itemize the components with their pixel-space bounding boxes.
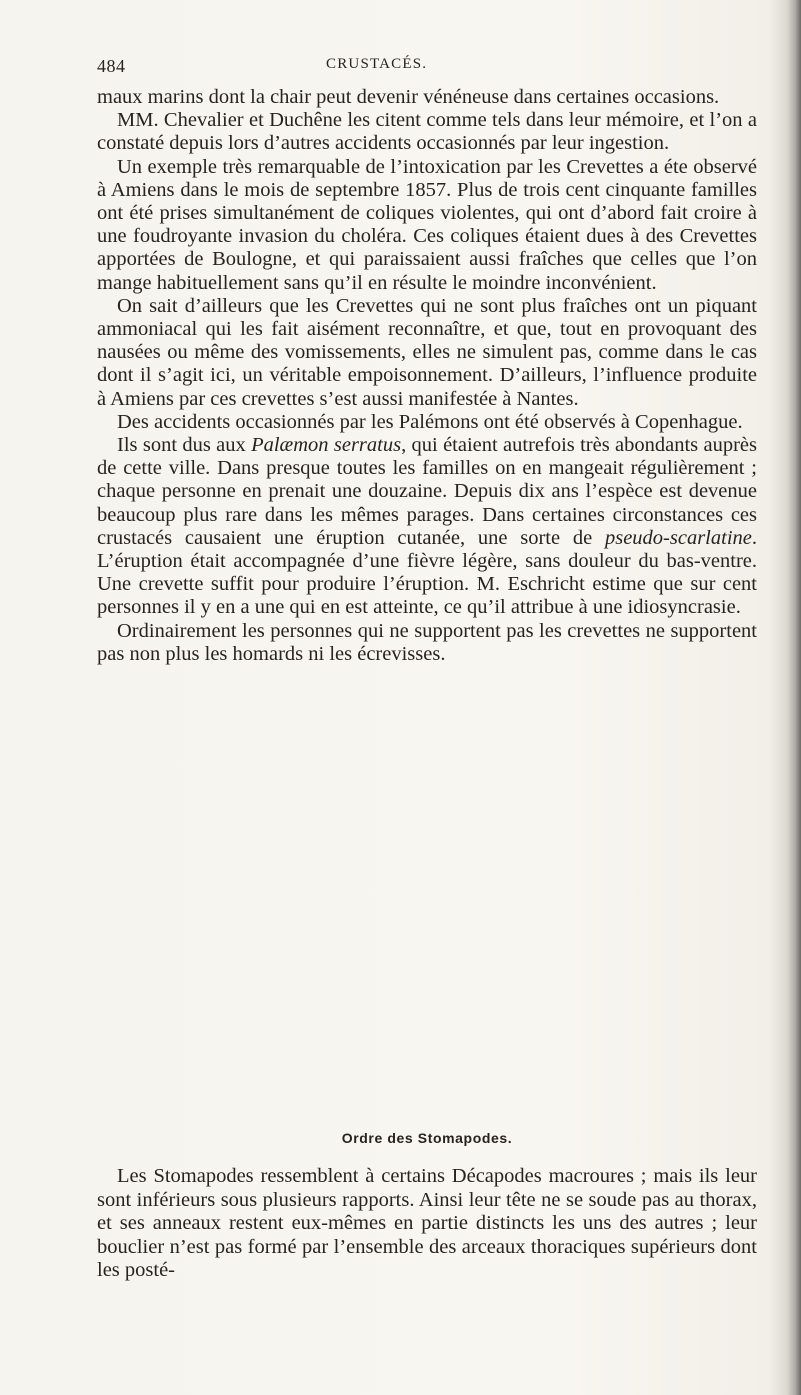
paragraph-ammoniacal: On sait d’ailleurs que les Crevettes qui ne sont plus fraîches ont un piquant ammoniacal qui les fait aisément reconnaître, et que, tout en provoquant des nausées ou même des vomissements, elles ne simulent pas, comme dans le cas dont il s’agit ici, un véritable empoisonnement. D’ailleurs, l’influence produite à Amiens par ces crevettes s’est aussi manifestée à Nantes. bbox=[97, 294, 757, 410]
paragraph-homards: Ordinairement les personnes qui ne supportent pas les crevettes ne supportent pas non plus les homards ni les écrevisses. bbox=[97, 619, 757, 665]
palaemon-text-after: . L’éruption était accompagnée d’une fièvre légère, sans douleur du bas-ventre. Une crevette suffit pour produire l’éruption. M. Eschricht estime que sur cent personnes il y en a une qui en est atteinte, ce qu’il attribue à une idiosyncrasie. bbox=[97, 526, 757, 619]
paragraph-palaemon bbox=[97, 434, 757, 620]
running-head: CRUSTACÉS. bbox=[326, 56, 428, 72]
palaemon-text-middle: , qui étaient autrefois très abondants auprès de cette ville. Dans presque toutes les familles on en mangeait régulièrement ; chaque personne en prenait une douzaine. Depuis dix ans l’espèce est devenue beaucoup plus rare dans les mêmes parages. Dans certaines circonstances ces crustacés causaient une éruption cutanée, une sorte de bbox=[97, 434, 758, 549]
page-number: 484 bbox=[97, 56, 126, 76]
paragraph-amiens: Un exemple très remarquable de l’intoxication par les Crevettes a éte observé à Amiens dans le mois de septembre 1857. Plus de trois cent cinquante familles ont été prises simultanément de coliques violentes, qui ont d’abord fait croire à une foudroyante invasion du choléra. Ces coliques étaient dues à des Crevettes apportées de Boulogne, et qui paraissaient aussi fraîches que celles que l’on mange habituellement sans qu’il en résulte le moindre inconvénient. bbox=[97, 155, 757, 294]
paragraph-stomapodes: Les Stomapodes ressemblent à certains Décapodes macroures ; mais ils leur sont inférieurs sous plusieurs rapports. Ainsi leur tête ne se soude pas au thorax, et ses anneaux restent eux-mêmes en partie distincts les uns des autres ; leur bouclier n’est pas formé par l’ensemble des arceaux thoraciques supérieurs dont les posté- bbox=[97, 1165, 757, 1282]
pseudo-scarlatine-term: pseudo-scarlatine bbox=[604, 526, 752, 549]
section-text bbox=[97, 1165, 757, 1283]
paragraph-chevalier: MM. Chevalier et Duchêne les citent comme tels dans leur mémoire, et l’on a constaté depuis lors d’autres accidents occasionnés par leur ingestion. bbox=[97, 109, 757, 155]
paragraph-copenhague: Des accidents occasionnés par les Palémons ont été observés à Copenhague. bbox=[117, 410, 743, 433]
body-text bbox=[97, 86, 757, 666]
species-name: Palæmon serratus bbox=[251, 434, 402, 457]
section-heading: Ordre des Stomapodes. bbox=[341, 1130, 513, 1146]
page-header bbox=[97, 56, 757, 80]
palaemon-text-before: Ils sont dus aux bbox=[117, 434, 252, 457]
page-edge-shadow bbox=[787, 0, 801, 1395]
paragraph-continuation: maux marins dont la chair peut devenir vénéneuse dans certaines occasions. bbox=[97, 86, 720, 108]
